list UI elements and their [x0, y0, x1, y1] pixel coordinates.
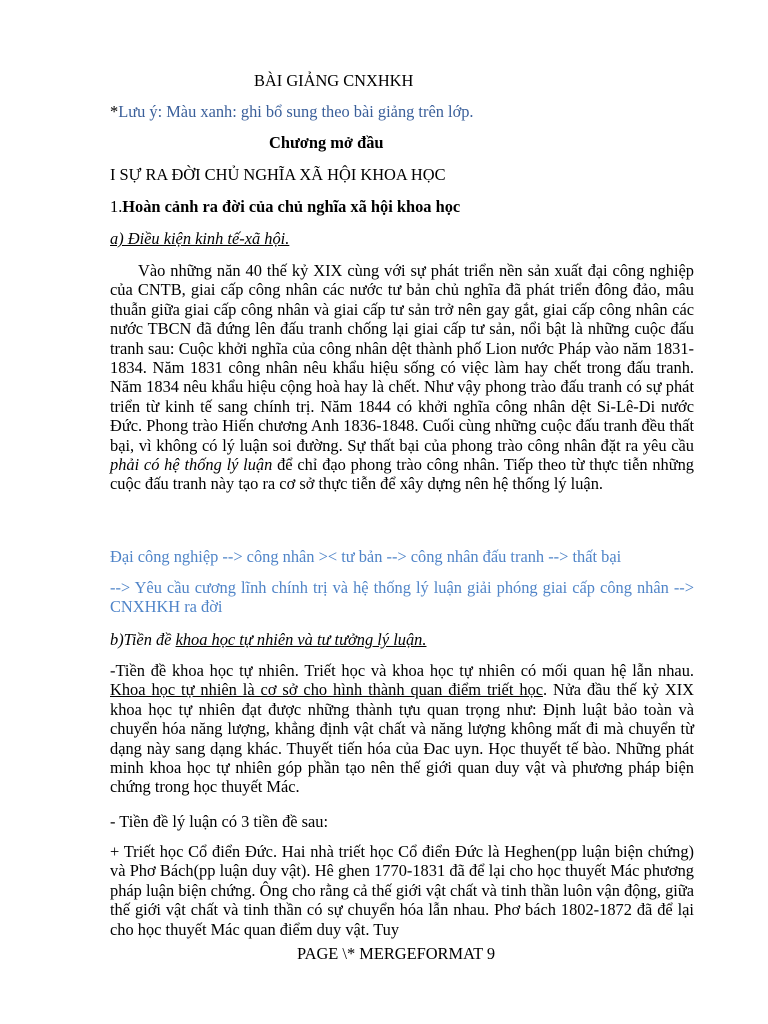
- part-b-prefix: b)Tiền đề: [110, 630, 176, 649]
- italic-emphasis: phải có hệ thống lý luận: [110, 455, 273, 475]
- paragraph-text: Vào những năn 40 thế kỷ XIX cùng với sự phát triển nền sản xuất đại công nghiệp của CNTB, giai cấp công nhân các nước tư bản chủ nghĩa đã phát triển đông đảo, mâu thuẫn giữa giai cấp công nhân và giai cấp tư sản trở nên gay gắt, giai cấp công nhân các nước TBCN đã đứng lên đấu tranh chống lại giai cấp tư sản, nổi bật là những cuộc đấu tranh sau: Cuộc khởi nghĩa của công nhân dệt thành phố Lion nước Pháp vào năm 1831-1834. Năm 1831 công nhân nêu khẩu hiệu sống có việc làm hay chết trong đấu tranh. Năm 1834 nêu khẩu hiệu cộng hoà hay là chết. Như vậy phong trào đấu tranh có sự phát triển từ kinh tế sang chính trị. Năm 1844 có khởi nghĩa công nhân dệt Si-Lê-Di nước Đức. Phong trào Hiến chương Anh 1836-1848. Cuối cùng những cuộc đấu tranh đều thất bại, vì không có lý luận soi đường. Sự thất bại của phong trào công nhân đặt ra yêu cầu: [110, 261, 694, 455]
- note-star: *: [110, 102, 119, 121]
- paragraph-economic-conditions: [110, 261, 694, 494]
- paragraph-german-philosophy: + Triết học Cổ điển Đức. Hai nhà triết học Cổ điển Đức là Heghen(pp luận biện chứng) và Phơ Bách(pp luận duy vật). Hê ghen 1770-1831 đã để lại cho học thuyết Mác phương pháp luận biện chứng. Ông cho rằng cả thế giới vật chất và tinh thần luôn vận động, giữa thế giới vật chất và tinh thần có sự chuyển hóa lẫn nhau. Phơ bách 1802-1872 đã để lại cho học thuyết Mác quan điểm duy vật. Tuy: [110, 842, 694, 939]
- blue-note-line-1: Đại công nghiệp --> công nhân >< tư bản --> công nhân đấu tranh --> thất bại: [110, 547, 622, 566]
- subsection-title: Hoàn cảnh ra đời của chủ nghĩa xã hội khoa học: [122, 197, 461, 216]
- part-b-heading: [110, 630, 694, 649]
- chapter-title: Chương mở đầu: [269, 133, 384, 152]
- subsection-number: 1.: [110, 197, 123, 216]
- underlined-statement: Khoa học tự nhiên là cơ sở cho hình thành quan điểm triết học: [110, 680, 543, 700]
- document-title: BÀI GIẢNG CNXHKH: [254, 71, 414, 90]
- paragraph-natural-science: [110, 661, 694, 797]
- blue-note-line-2: --> Yêu cầu cương lĩnh chính trị và hệ thống lý luận giải phóng giai cấp công nhân --> CNXHKH ra đời: [110, 578, 694, 617]
- paragraph-text: -Tiền đề khoa học tự nhiên. Triết học và khoa học tự nhiên có mối quan hệ lẫn nhau.: [110, 661, 694, 680]
- note-text: Lưu ý: Màu xanh: ghi bổ sung theo bài giảng trên lớp.: [118, 102, 474, 121]
- paragraph-text: . Nửa đầu thế kỷ XIX khoa học tự nhiên đạt được những thành tựu quan trọng như: Định luật bảo toàn và chuyển hóa năng lượng, khẳng định vật chất và năng lượng không mất đi mà chuyển từ dạng này sang dạng khác. Thuyết tiến hóa của Đac uyn. Học thuyết tế bào. Những phát minh khoa học tự nhiên góp phần tạo nên thế giới quan duy vật và phương pháp biện chứng trong học thuyết Mác.: [110, 680, 694, 797]
- section-heading: I SỰ RA ĐỜI CHỦ NGHĨA XÃ HỘI KHOA HỌC: [110, 165, 446, 184]
- page-number-field: PAGE \* MERGEFORMAT 9: [297, 944, 496, 963]
- part-a-heading: a) Điều kiện kinh tế-xã hội.: [110, 229, 290, 248]
- color-note: [110, 102, 694, 121]
- subsection-heading: [110, 197, 694, 216]
- paragraph-text: để chỉ đạo phong trào công nhân. Tiếp theo từ thực tiễn những cuộc đấu tranh này tạo ra cơ sở thực tiễn để xây dựng nên hệ thống lý luận.: [110, 455, 694, 494]
- theory-premises-line: - Tiền đề lý luận có 3 tiền đề sau:: [110, 812, 329, 831]
- part-b-title: khoa học tự nhiên và tư tưởng lý luận.: [175, 630, 427, 649]
